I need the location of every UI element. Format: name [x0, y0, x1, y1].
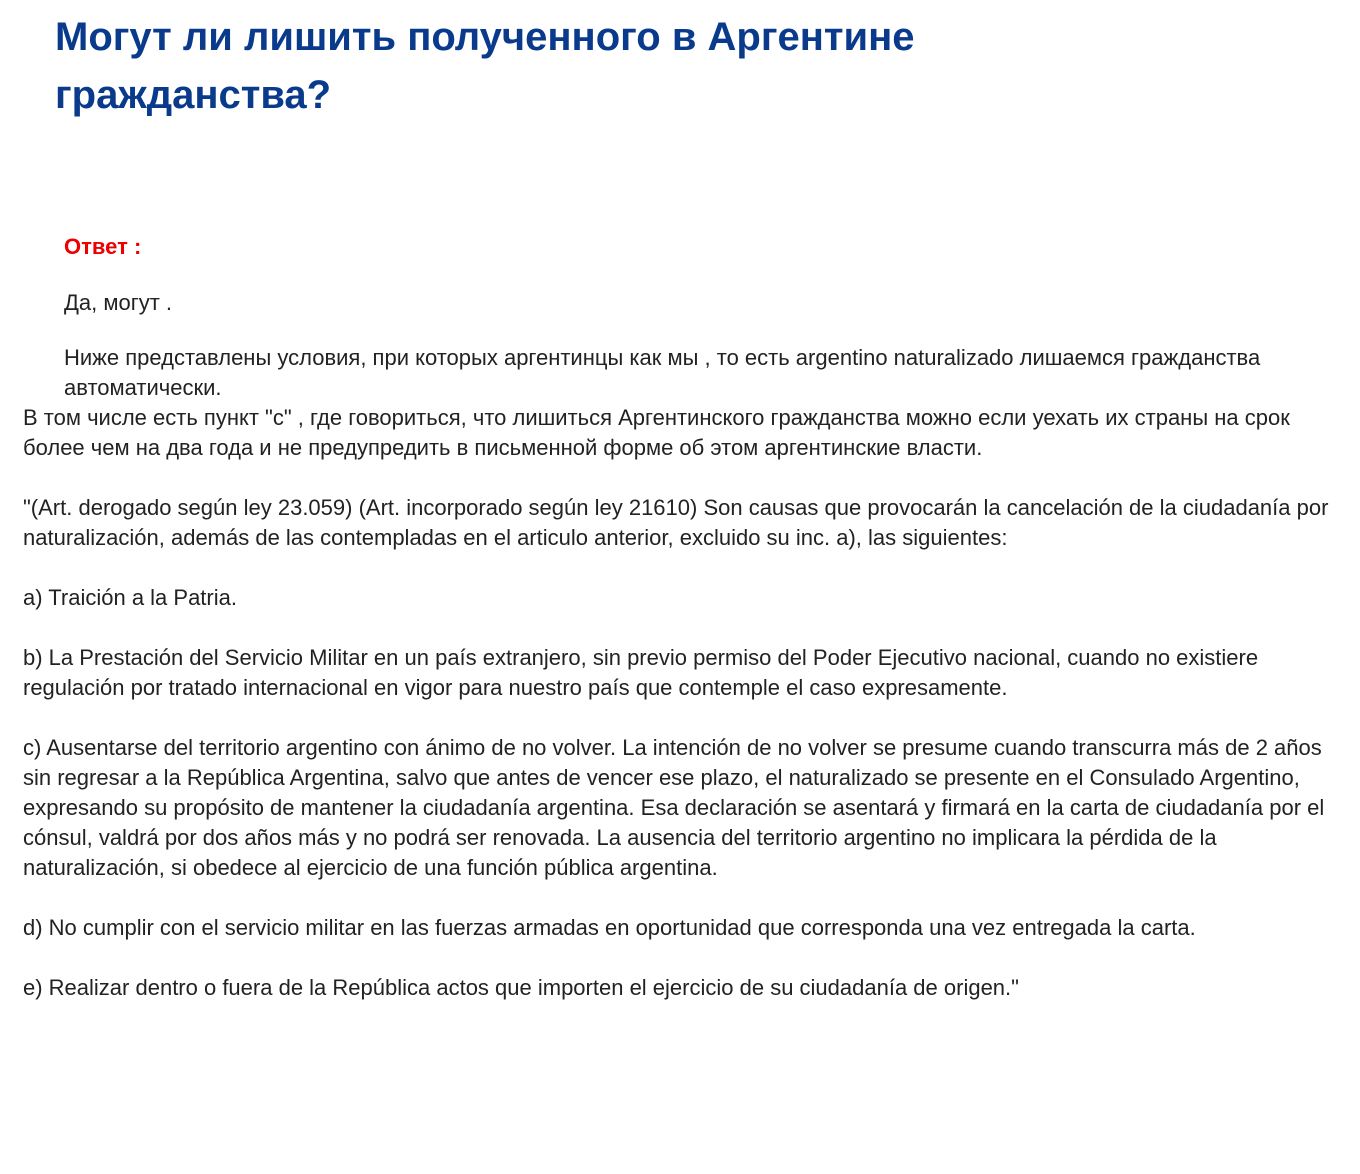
article-body	[23, 343, 1338, 1003]
answer-short: Да, могут .	[64, 290, 173, 315]
law-item-d: d) No cumplir con el servicio militar en las fuerzas armadas en oportunidad que corresponda una vez entregada la carta.	[23, 915, 1196, 940]
spacer	[23, 613, 1338, 643]
law-item-c: c) Ausentarse del territorio argentino con ánimo de no volver. La intención de no volver se presume cuando transcurra más de 2 años sin regresar a la República Argentina, salvo que antes de vencer ese plazo, el naturalizado se presente en el Consulado Argentino, expresando su propósito de mantener la ciudadanía argentina. Esa declaración se asentará y firmará en la carta de ciudadanía por el cónsul, valdrá por dos años más y no podrá ser renovada. La ausencia del territorio argentino no implicara la pérdida de la naturalización, si obedece al ejercicio de una función pública argentina.	[23, 735, 1325, 880]
page-title: Могут ли лишить полученного в Аргентине гражданства?	[55, 15, 915, 117]
spacer	[23, 883, 1338, 913]
spacer	[23, 463, 1338, 493]
law-item-e: e) Realizar dentro o fuera de la República actos que importen el ejercicio de su ciudadanía de origen."	[23, 975, 1019, 1000]
law-item-b: b) La Prestación del Servicio Militar en un país extranjero, sin previo permiso del Poder Ejecutivo nacional, cuando no existiere regulación por tratado internacional en vigor para nuestro país que contemple el caso expresamente.	[23, 645, 1259, 700]
intro-paragraph-2: В том числе есть пункт "c" , где говориться, что лишиться Аргентинского гражданства можно если уехать их страны на срок более чем на два года и не предупредить в письменной форме об этом аргентинские власти.	[23, 405, 1290, 460]
spacer	[23, 553, 1338, 583]
spacer	[23, 943, 1338, 973]
law-intro: "(Art. derogado según ley 23.059) (Art. incorporado según ley 21610) Son causas que provocarán la cancelación de la ciudadanía por naturalización, además de las contempladas en el articulo anterior, excluido su inc. a), las siguientes:	[23, 495, 1329, 550]
spacer	[23, 703, 1338, 733]
law-item-a: a) Traición a la Patria.	[23, 585, 237, 610]
intro-paragraph-1: Ниже представлены условия, при которых аргентинцы как мы , то есть argentino naturalizado лишаемся гражданства автоматически.	[64, 345, 1261, 400]
answer-label: Ответ :	[64, 234, 142, 259]
